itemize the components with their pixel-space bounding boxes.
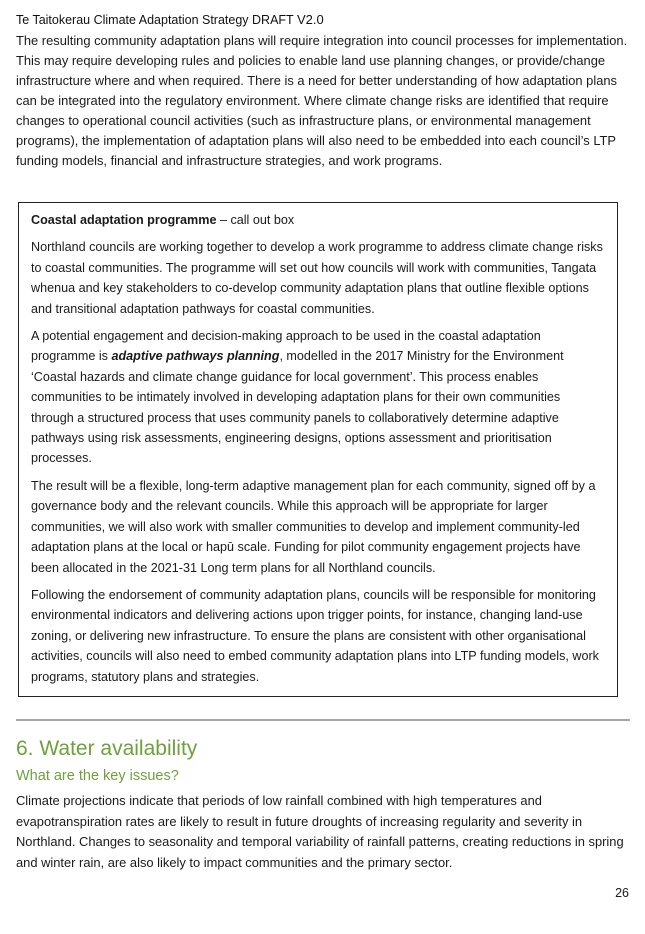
callout-box xyxy=(18,202,618,697)
page-header xyxy=(16,12,324,28)
section-heading: 6. Water availability xyxy=(16,737,198,760)
page-number: 26 xyxy=(615,886,629,900)
document-title: Te Taitokerau Climate Adaptation Strategy DRAFT xyxy=(16,13,294,27)
callout-paragraph-2 xyxy=(31,326,605,469)
callout-p2-before: A potential engagement and decision-making approach to be used in the coastal adaptation programme is xyxy=(31,329,541,364)
intro-paragraph: The resulting community adaptation plans will require integration into council processes for implementation. This may require developing rules and policies to enable land use planning changes, or provide/change infrastructure where and when required. There is a need for better understanding of how adaptation plans can be integrated into the regulatory environment. Where climate change risks are identified that require changes to operational council activities (such as infrastructure plans, or environmental management programs), the implementation of adaptation plans will also need to be embedded into each council’s LTP funding models, financial and infrastructure strategies, and work programs. xyxy=(16,33,628,168)
callout-title-rest: – call out box xyxy=(216,213,295,227)
intro-section xyxy=(16,31,628,171)
callout-paragraph-3: The result will be a flexible, long-term adaptive management plan for each community, signed off by a governance body and the relevant councils. While this approach will be appropriate for larger communities, we will also work with smaller communities to develop and implement community-led adaptation plans at the local or hapū scale. Funding for pilot community engagement projects have been allocated in the 2021-31 Long term plans for all Northland councils. xyxy=(31,478,596,575)
callout-p2-after: , modelled in the 2017 Ministry for the Environment ‘Coastal hazards and climate change guidance for local government’. This process enables communities to be intimately involved in developing adaptation plans for their own communities through a structured process that uses community panels to collaboratively determine adaptive pathways using risk assessments, engineering designs, options assessment and prioritisation processes. xyxy=(31,349,564,466)
section-subheading: What are the key issues? xyxy=(16,768,179,784)
callout-title xyxy=(31,210,605,230)
section-body xyxy=(16,791,628,873)
version-label: V2.0 xyxy=(296,12,324,27)
callout-p2-emphasis: adaptive pathways planning xyxy=(111,349,280,364)
callout-paragraph-1: Northland councils are working together to develop a work programme to address climate change risks to coastal communities. The programme will set out how councils will work with communities, Tangata whenua and key stakeholders to co-develop community adaptation plans that outline flexible options and transitional adaptation pathways for coastal communities. xyxy=(31,240,603,316)
section-paragraph: Climate projections indicate that periods of low rainfall combined with high temperatures and evapotranspiration rates are likely to result in future droughts of increasing regularity and severity in Northland. Changes to seasonality and temporal variability of rainfall patterns, creating reductions in spring and winter rain, are also likely to impact communities and the primary sector. xyxy=(16,793,624,870)
callout-title-bold: Coastal adaptation programme xyxy=(31,213,217,227)
callout-paragraph-4: Following the endorsement of community adaptation plans, councils will be responsible for monitoring environmental indicators and delivering actions upon trigger points, for instance, changing land-use zoning, or delivering new infrastructure. To ensure the plans are consistent with other organisational activities, councils will also need to embed community adaptation plans into LTP funding models, work programs, statutory plans and strategies. xyxy=(31,587,599,684)
section-divider xyxy=(16,719,630,721)
